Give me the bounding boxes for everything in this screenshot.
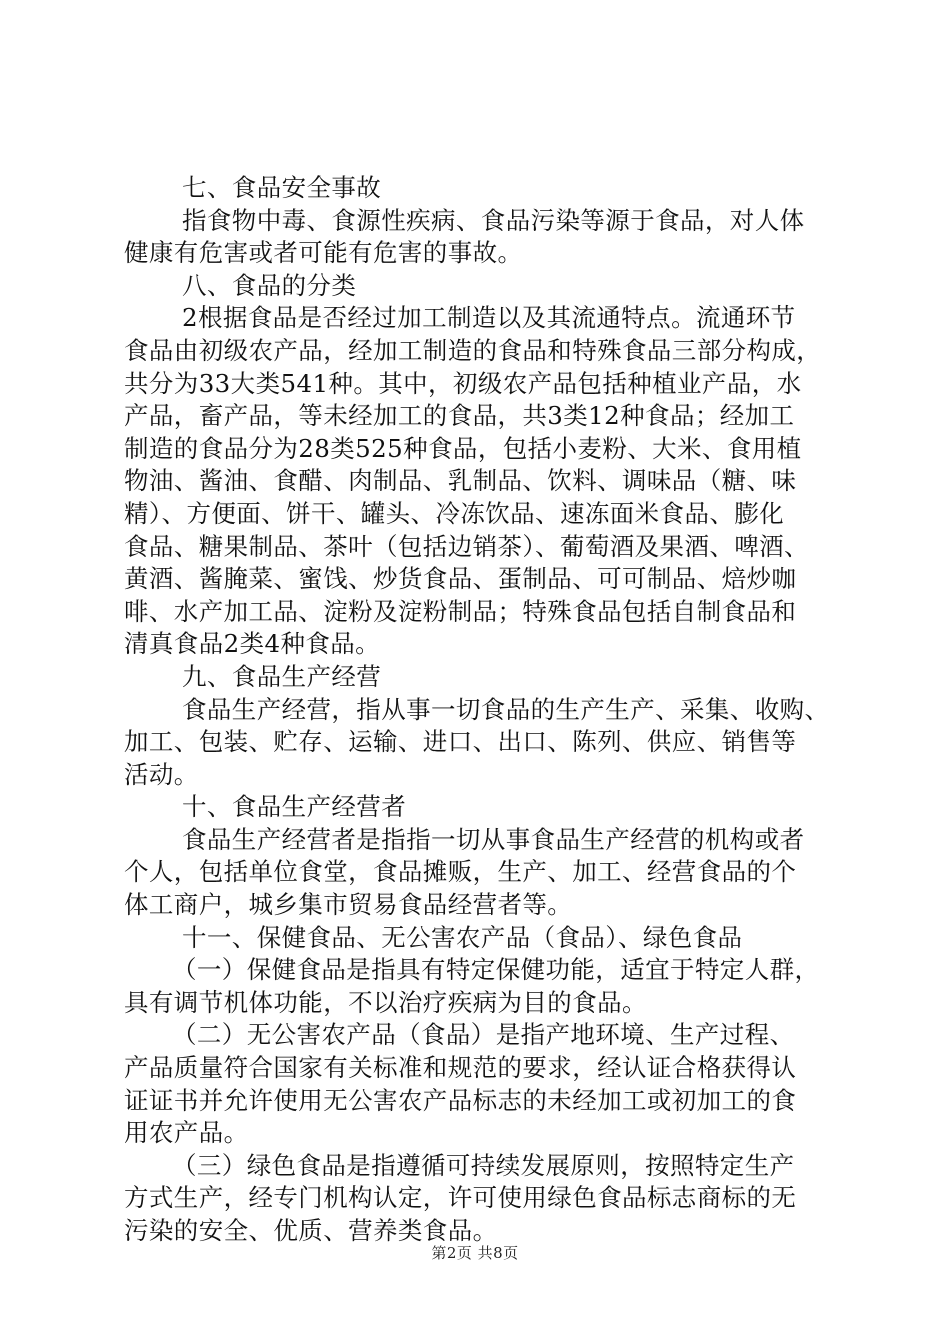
paragraph-line: 加工、包装、贮存、运输、进口、出口、陈列、供应、销售等 [124, 727, 797, 757]
section-heading-10: 十、食品生产经营者 [182, 792, 407, 822]
paragraph-line: 用农产品。 [124, 1118, 249, 1148]
paragraph-line: 证证书并允许使用无公害农产品标志的未经加工或初加工的食 [124, 1085, 797, 1115]
paragraph-line: 健康有危害或者可能有危害的事故。 [124, 238, 523, 268]
paragraph-line: 体工商户，城乡集市贸易食品经营者等。 [124, 890, 573, 920]
paragraph-line: 食品由初级农产品，经加工制造的食品和特殊食品三部分构成， [124, 335, 822, 365]
paragraph-line: 啡、水产加工品、淀粉及淀粉制品；特殊食品包括自制食品和 [124, 596, 797, 626]
paragraph-line: 物油、酱油、食醋、肉制品、乳制品、饮料、调味品（糖、味 [124, 466, 797, 496]
paragraph-line: 食品生产经营者是指指一切从事食品生产经营的机构或者 [182, 824, 805, 854]
paragraph-line: 制造的食品分为28类525种食品，包括小麦粉、大米、食用植 [124, 433, 802, 463]
page-number-footer: 第2页 共8页 [431, 1244, 519, 1262]
paragraph-line: 具有调节机体功能，不以治疗疾病为目的食品。 [124, 987, 647, 1017]
section-heading-11: 十一、保健食品、无公害农产品（食品）、绿色食品 [182, 922, 743, 952]
paragraph-line: 2根据食品是否经过加工制造以及其流通特点。流通环节 [182, 303, 796, 333]
section-heading-8: 八、食品的分类 [182, 270, 357, 300]
paragraph-line: 污染的安全、优质、营养类食品。 [124, 1216, 498, 1245]
paragraph-line: （三）绿色食品是指遵循可持续发展原则，按照特定生产 [172, 1150, 795, 1180]
paragraph-line: 个人，包括单位食堂，食品摊贩，生产、加工、经营食品的个 [124, 857, 797, 887]
paragraph-line: （二）无公害农产品（食品）是指产地环境、生产过程、 [172, 1020, 795, 1050]
paragraph-line: 产品质量符合国家有关标准和规范的要求，经认证合格获得认 [124, 1053, 797, 1083]
section-heading-7: 七、食品安全事故 [182, 173, 382, 202]
paragraph-line: （一）保健食品是指具有特定保健功能，适宜于特定人群， [172, 955, 820, 985]
paragraph-line: 清真食品2类4种食品。 [124, 629, 381, 659]
paragraph-line: 精）、方便面、饼干、罐头、冷冻饮品、速冻面米食品、膨化 [124, 498, 785, 528]
paragraph-line: 食品生产经营，指从事一切食品的生产生产、采集、收购、 [182, 694, 830, 724]
paragraph-line: 指食物中毒、食源性疾病、食品污染等源于食品，对人体 [182, 205, 805, 235]
section-heading-9: 九、食品生产经营 [182, 661, 382, 691]
paragraph-line: 方式生产，经专门机构认定，许可使用绿色食品标志商标的无 [124, 1183, 797, 1213]
document-body [124, 172, 836, 1248]
paragraph-line: 共分为33大类541种。其中，初级农产品包括种植业产品，水 [124, 368, 802, 398]
paragraph-line: 活动。 [124, 759, 199, 789]
paragraph-line: 产品，畜产品，等未经加工的食品，共3类12种食品；经加工 [124, 401, 795, 431]
paragraph-line: 食品、糖果制品、茶叶（包括边销茶）、葡萄酒及果酒、啤酒、 [124, 531, 809, 561]
paragraph-line: 黄酒、酱腌菜、蜜饯、炒货食品、蛋制品、可可制品、焙炒咖 [124, 564, 797, 594]
